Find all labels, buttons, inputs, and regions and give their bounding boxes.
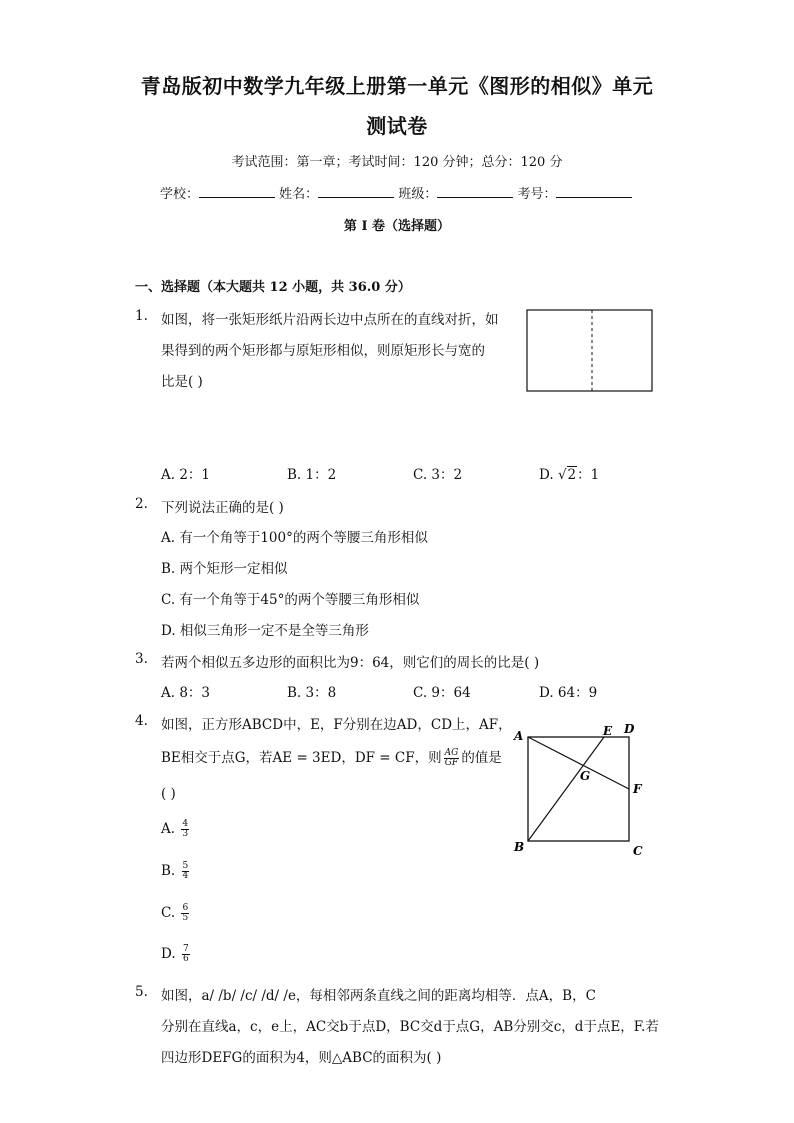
q4-option-c-fraction bbox=[181, 904, 189, 923]
q4-line-af bbox=[528, 737, 629, 789]
q2-stem: 下列说法正确的是( ) bbox=[161, 500, 284, 516]
q4-label-a: A bbox=[514, 729, 524, 743]
q3-option-c: C. 9：64 bbox=[413, 685, 471, 701]
q1-line1: 如图，将一张矩形纸片沿两长边中点所在的直线对折，如 bbox=[161, 312, 499, 328]
q4-number: 4. bbox=[135, 713, 148, 729]
q4-option-c bbox=[161, 904, 191, 923]
q2-number: 2. bbox=[135, 496, 148, 512]
school-blank bbox=[199, 185, 275, 198]
q4-label-c: C bbox=[633, 844, 643, 858]
volume-title: 第 I 卷（选择题） bbox=[343, 219, 451, 234]
name-blank bbox=[318, 185, 394, 198]
q4-option-a-label: A. bbox=[161, 821, 176, 837]
q1-line2: 果得到的两个矩形都与原矩形相似，则原矩形长与宽的 bbox=[161, 343, 485, 359]
q4-option-b-den: 4 bbox=[182, 871, 189, 881]
q4-option-a-fraction bbox=[181, 820, 189, 839]
q4-option-b-num: 5 bbox=[182, 861, 189, 871]
q5-line2: 分别在直线a，c，e上，AC交b于点D，BC交d于点G，AB分别交c，d于点E，F.若 bbox=[161, 1019, 659, 1035]
q4-line2 bbox=[161, 746, 502, 768]
q2-option-b: B. 两个矩形一定相似 bbox=[161, 561, 288, 577]
student-fields bbox=[160, 183, 632, 202]
exam-title-line2: 测试卷 bbox=[366, 114, 428, 138]
q1-rectangle bbox=[527, 310, 652, 391]
q4-option-d bbox=[161, 945, 192, 964]
q4-ratio-numerator: AG bbox=[444, 748, 459, 758]
q4-label-d: D bbox=[624, 722, 635, 736]
q1-option-d bbox=[539, 463, 599, 483]
q4-square bbox=[528, 737, 629, 841]
q2-option-d: D. 相似三角形一定不是全等三角形 bbox=[161, 623, 369, 639]
q3-stem: 若两个相似五多边形的面积比为9：64，则它们的周长的比是( ) bbox=[161, 655, 540, 671]
class-label: 班级： bbox=[398, 187, 438, 202]
q4-option-b bbox=[161, 862, 191, 881]
q4-option-d-num: 7 bbox=[182, 944, 189, 954]
q3-option-b: B. 3：8 bbox=[287, 685, 337, 701]
q4-line-be bbox=[528, 737, 604, 841]
q1-option-d-radical: 2 bbox=[567, 467, 577, 483]
q1-line3: 比是( ) bbox=[161, 374, 203, 390]
q3-option-d: D. 64：9 bbox=[539, 685, 598, 701]
q4-line3: ( ) bbox=[161, 786, 176, 802]
sqrt-icon: √ bbox=[557, 467, 567, 483]
q4-option-b-fraction bbox=[182, 862, 190, 881]
q4-option-d-label: D. bbox=[161, 946, 176, 962]
q4-ratio-fraction bbox=[444, 749, 460, 768]
q1-number: 1. bbox=[135, 308, 148, 324]
q1-option-d-prefix: D. bbox=[539, 467, 558, 483]
exam-title-line1: 青岛版初中数学九年级上册第一单元《图形的相似》单元 bbox=[140, 74, 654, 98]
school-label: 学校： bbox=[160, 187, 200, 202]
q4-option-c-den: 5 bbox=[182, 913, 189, 923]
q1-option-b: B. 1：2 bbox=[287, 467, 337, 483]
q1-option-a: A. 2：1 bbox=[161, 467, 211, 483]
number-blank bbox=[556, 185, 632, 198]
q4-label-e: E bbox=[603, 724, 613, 738]
number-label: 考号： bbox=[517, 187, 557, 202]
q4-option-a-num: 4 bbox=[182, 819, 189, 829]
q4-line1: 如图，正方形ABCD中，E，F分别在边AD，CD上，AF， bbox=[161, 717, 512, 733]
q4-label-g: G bbox=[580, 769, 591, 783]
q4-option-d-fraction bbox=[182, 945, 190, 964]
q4-option-d-den: 6 bbox=[182, 954, 189, 964]
class-blank bbox=[437, 185, 513, 198]
q2-option-c: C. 有一个角等于45°的两个等腰三角形相似 bbox=[161, 592, 420, 608]
q4-ratio-denominator: GF bbox=[444, 758, 459, 768]
q3-number: 3. bbox=[135, 651, 148, 667]
q4-option-a-den: 3 bbox=[182, 829, 189, 839]
q5-line1: 如图，a/ /b/ /c/ /d/ /e，每相邻两条直线之间的距离均相等．点A，B，C bbox=[161, 988, 596, 1004]
q1-rectangle-figure bbox=[526, 309, 654, 393]
q4-option-a bbox=[161, 820, 191, 839]
exam-info: 考试范围：第一章；考试时间：120 分钟；总分：120 分 bbox=[231, 155, 563, 170]
q4-option-c-num: 6 bbox=[182, 903, 189, 913]
q4-option-b-label: B. bbox=[161, 863, 176, 879]
q4-option-c-label: C. bbox=[161, 905, 176, 921]
q2-option-a: A. 有一个角等于100°的两个等腰三角形相似 bbox=[161, 530, 428, 546]
q4-label-b: B bbox=[514, 840, 525, 854]
q4-line2-pre: BE相交于点G，若AE = 3ED，DF = CF，则 bbox=[161, 750, 442, 766]
section1-title: 一、选择题（本大题共 12 小题，共 36.0 分） bbox=[135, 280, 411, 295]
q1-option-c: C. 3：2 bbox=[413, 467, 463, 483]
q3-option-a: A. 8：3 bbox=[161, 685, 211, 701]
q5-number: 5. bbox=[135, 984, 148, 1000]
q5-line3: 四边形DEFG的面积为4，则△ABC的面积为( ) bbox=[161, 1050, 442, 1066]
q4-label-f: F bbox=[633, 782, 642, 796]
q1-option-d-suffix: ：1 bbox=[577, 467, 600, 483]
name-label: 姓名： bbox=[279, 187, 319, 202]
q4-line2-post: 的值是 bbox=[461, 750, 502, 766]
q4-square-figure bbox=[508, 718, 658, 863]
